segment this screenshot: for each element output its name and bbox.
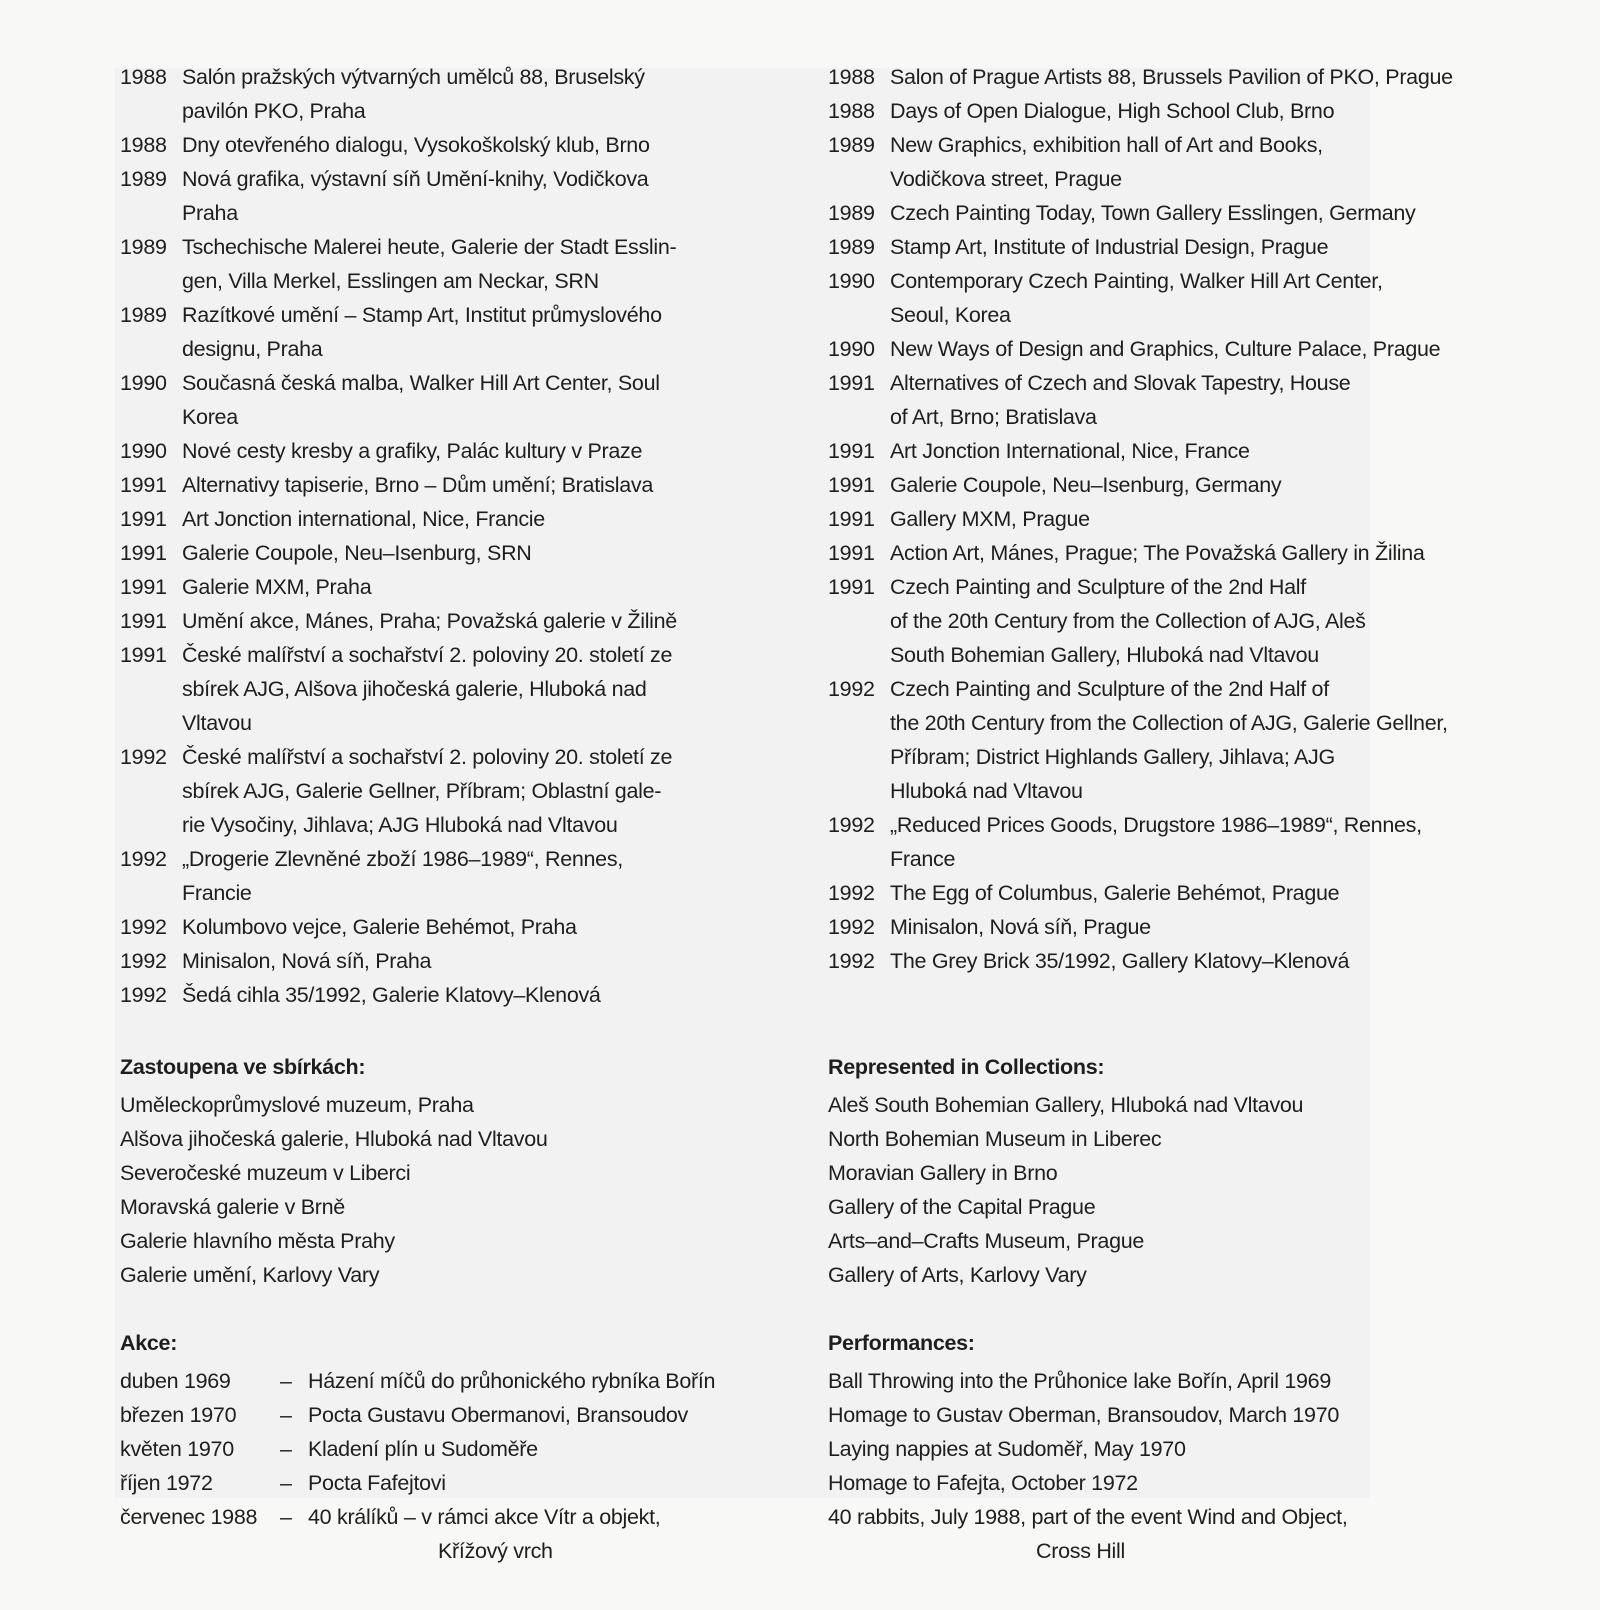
list-item [120,366,800,434]
list-item [120,1466,800,1500]
list-item [120,944,800,978]
list-item [120,604,800,638]
list-item [120,1364,800,1398]
list-item: Gallery of Arts, Karlovy Vary [828,1263,1087,1287]
performance-text: 40 králíků – v rámci akce Vítr a objekt, [308,1505,661,1529]
exhibition-text: The Grey Brick 35/1992, Gallery Klatovy–Klenová [890,949,1350,973]
performance-text: Pocta Fafejtovi [308,1471,446,1495]
list-item: Alšova jihočeská galerie, Hluboká nad Vltavou [120,1127,548,1151]
list-item [828,944,1508,978]
exhibition-year: 1990 [828,269,875,293]
exhibition-text: Gallery MXM, Prague [890,507,1090,531]
exhibition-year: 1992 [828,949,875,973]
list-item: Galerie umění, Karlovy Vary [120,1263,380,1287]
exhibition-text: Salon of Prague Artists 88, Brussels Pavilion of PKO, Prague [890,65,1453,89]
exhibition-text: Praha [182,201,238,225]
performance-dash: – [280,1403,292,1427]
performances-list [120,1364,800,1568]
list-item: Arts–and–Crafts Museum, Prague [828,1229,1145,1253]
exhibition-text: South Bohemian Gallery, Hluboká nad Vltavou [890,643,1319,667]
list-item [120,230,800,298]
exhibition-text: Příbram; District Highlands Gallery, Jihlava; AJG [890,745,1335,769]
list-item: Homage to Gustav Oberman, Bransoudov, March 1970 [828,1403,1340,1427]
list-item [828,230,1508,264]
exhibition-text: designu, Praha [182,337,323,361]
list-item [828,366,1508,434]
list-item: Cross Hill [1036,1539,1125,1563]
exhibition-text: pavilón PKO, Praha [182,99,366,123]
exhibition-text: „Drogerie Zlevněné zboží 1986–1989“, Rennes, [182,847,623,871]
exhibition-year: 1991 [120,609,167,633]
list-item [120,128,800,162]
exhibition-text: sbírek AJG, Galerie Gellner, Příbram; Oblastní gale- [182,779,662,803]
exhibition-year: 1989 [828,201,875,225]
list-item: Aleš South Bohemian Gallery, Hluboká nad Vltavou [828,1093,1304,1117]
list-item [120,1432,800,1466]
performance-dash: – [280,1437,292,1461]
english-column [828,60,1508,1568]
list-item [120,570,800,604]
exhibition-text: České malířství a sochařství 2. poloviny 20. století ze [182,745,673,769]
exhibition-text: sbírek AJG, Alšova jihočeská galerie, Hluboká nad [182,677,647,701]
exhibition-text: Nová grafika, výstavní síň Umění-knihy, Vodičkova [182,167,649,191]
exhibition-year: 1992 [120,745,167,769]
exhibition-year: 1991 [828,575,875,599]
list-item [120,60,800,128]
exhibition-text: Razítkové umění – Stamp Art, Institut průmyslového [182,303,662,327]
czech-exhibition-list [120,60,800,1012]
exhibition-text: Salón pražských výtvarných umělců 88, Bruselský [182,65,645,89]
performances-heading: Akce: [120,1331,178,1355]
exhibition-text: Czech Painting and Sculpture of the 2nd Half [890,575,1306,599]
exhibition-year: 1988 [120,65,167,89]
exhibition-year: 1991 [120,643,167,667]
exhibition-year: 1991 [120,507,167,531]
list-item: 40 rabbits, July 1988, part of the event Wind and Object, [828,1505,1348,1529]
exhibition-year: 1988 [120,133,167,157]
exhibition-text: Nové cesty kresby a grafiky, Palác kultury v Praze [182,439,643,463]
list-item [828,672,1508,808]
exhibition-year: 1989 [120,167,167,191]
exhibition-text: Stamp Art, Institute of Industrial Design, Prague [890,235,1329,259]
collections-heading: Zastoupena ve sbírkách: [120,1055,366,1079]
list-item [828,434,1508,468]
exhibition-text: Minisalon, Nová síň, Praha [182,949,432,973]
exhibition-text: The Egg of Columbus, Galerie Behémot, Prague [890,881,1340,905]
exhibition-year: 1990 [828,337,875,361]
list-item [828,128,1508,196]
exhibition-text: New Ways of Design and Graphics, Culture Palace, Prague [890,337,1441,361]
performance-date: květen 1970 [120,1437,234,1461]
exhibition-year: 1988 [828,65,875,89]
exhibition-text: „Reduced Prices Goods, Drugstore 1986–1989“, Rennes, [890,813,1422,837]
exhibition-text: České malířství a sochařství 2. poloviny 20. století ze [182,643,673,667]
exhibition-text: Alternativy tapiserie, Brno – Dům umění; Bratislava [182,473,654,497]
exhibition-year: 1989 [120,303,167,327]
collections-list [828,1088,1508,1292]
exhibition-year: 1992 [828,677,875,701]
exhibition-text: rie Vysočiny, Jihlava; AJG Hluboká nad Vltavou [182,813,618,837]
czech-column [120,60,800,1568]
exhibition-year: 1990 [120,439,167,463]
collections-list [120,1088,800,1292]
list-item [120,842,800,910]
exhibition-year: 1991 [828,541,875,565]
exhibition-year: 1991 [828,507,875,531]
exhibition-text: Contemporary Czech Painting, Walker Hill Art Center, [890,269,1383,293]
exhibition-year: 1989 [120,235,167,259]
performance-date: duben 1969 [120,1369,231,1393]
list-item: Moravská galerie v Brně [120,1195,345,1219]
list-item: North Bohemian Museum in Liberec [828,1127,1162,1151]
exhibition-year: 1988 [828,99,875,123]
exhibition-text: France [890,847,956,871]
list-item [828,332,1508,366]
list-item [120,1398,800,1432]
performance-dash: – [280,1505,292,1529]
list-item: Gallery of the Capital Prague [828,1195,1096,1219]
exhibition-text: Galerie Coupole, Neu–Isenburg, Germany [890,473,1282,497]
list-item [828,196,1508,230]
performance-dash: – [280,1369,292,1393]
list-item [120,502,800,536]
exhibition-text: Hluboká nad Vltavou [890,779,1083,803]
exhibition-text: Action Art, Mánes, Prague; The Považská Gallery in Žilina [890,541,1425,565]
list-item: Moravian Gallery in Brno [828,1161,1058,1185]
exhibition-text: Korea [182,405,238,429]
performance-date: červenec 1988 [120,1505,258,1529]
list-item [120,910,800,944]
performance-text: Házení míčů do průhonického rybníka Bořín [308,1369,716,1393]
exhibition-year: 1991 [828,439,875,463]
exhibition-year: 1991 [828,371,875,395]
list-item [828,536,1508,570]
performance-date: březen 1970 [120,1403,237,1427]
exhibition-text: of the 20th Century from the Collection of AJG, Aleš [890,609,1366,633]
exhibition-text: Tschechische Malerei heute, Galerie der Stadt Esslin- [182,235,677,259]
exhibition-text: the 20th Century from the Collection of AJG, Galerie Gellner, [890,711,1448,735]
list-item [828,468,1508,502]
exhibition-text: Současná česká malba, Walker Hill Art Center, Soul [182,371,660,395]
exhibition-year: 1989 [828,235,875,259]
exhibition-year: 1991 [828,473,875,497]
performance-date: říjen 1972 [120,1471,213,1495]
performances-heading: Performances: [828,1331,975,1355]
list-item [828,910,1508,944]
list-item [828,60,1508,94]
exhibition-year: 1991 [120,541,167,565]
list-item [828,808,1508,876]
list-item [120,468,800,502]
list-item [120,1500,800,1568]
list-item: Homage to Fafejta, October 1972 [828,1471,1138,1495]
exhibition-year: 1992 [120,847,167,871]
exhibition-year: 1992 [828,915,875,939]
list-item: Severočeské muzeum v Liberci [120,1161,411,1185]
exhibition-text: Minisalon, Nová síň, Prague [890,915,1151,939]
exhibition-year: 1992 [828,881,875,905]
performance-text: Kladení plín u Sudoměře [308,1437,538,1461]
exhibition-text: Galerie Coupole, Neu–Isenburg, SRN [182,541,532,565]
list-item: Galerie hlavního města Prahy [120,1229,395,1253]
exhibition-text: Šedá cihla 35/1992, Galerie Klatovy–Klenová [182,983,601,1007]
exhibition-text: Francie [182,881,252,905]
list-item [120,978,800,1012]
exhibition-text: Galerie MXM, Praha [182,575,372,599]
exhibition-year: 1990 [120,371,167,395]
exhibition-text: Seoul, Korea [890,303,1011,327]
exhibition-year: 1989 [828,133,875,157]
list-item [828,264,1508,332]
list-item [828,876,1508,910]
performance-text: Křížový vrch [438,1539,553,1563]
exhibition-text: Kolumbovo vejce, Galerie Behémot, Praha [182,915,577,939]
list-item [828,570,1508,672]
exhibition-text: New Graphics, exhibition hall of Art and Books, [890,133,1323,157]
performance-text: Pocta Gustavu Obermanovi, Bransoudov [308,1403,688,1427]
list-item [120,638,800,740]
exhibition-text: Dny otevřeného dialogu, Vysokoškolský klub, Brno [182,133,650,157]
exhibition-text: Vltavou [182,711,252,735]
list-item [120,434,800,468]
exhibition-text: Art Jonction International, Nice, France [890,439,1250,463]
exhibition-text: gen, Villa Merkel, Esslingen am Neckar, SRN [182,269,599,293]
exhibition-text: Umění akce, Mánes, Praha; Považská galerie v Žilině [182,609,677,633]
exhibition-text: Art Jonction international, Nice, Francie [182,507,545,531]
exhibition-text: Czech Painting and Sculpture of the 2nd Half of [890,677,1329,701]
exhibition-text: Czech Painting Today, Town Gallery Esslingen, Germany [890,201,1416,225]
exhibition-year: 1991 [120,575,167,599]
list-item [120,536,800,570]
exhibition-text: Vodičkova street, Prague [890,167,1122,191]
exhibition-year: 1992 [120,983,167,1007]
exhibition-year: 1992 [120,949,167,973]
exhibition-year: 1992 [828,813,875,837]
english-exhibition-list [828,60,1508,978]
exhibition-text: Days of Open Dialogue, High School Club, Brno [890,99,1335,123]
list-item [120,298,800,366]
collections-heading: Represented in Collections: [828,1055,1105,1079]
list-item [120,162,800,230]
performances-list [828,1364,1508,1568]
list-item [828,94,1508,128]
exhibition-text: of Art, Brno; Bratislava [890,405,1097,429]
list-item: Laying nappies at Sudoměř, May 1970 [828,1437,1186,1461]
list-item: Ball Throwing into the Průhonice lake Bořín, April 1969 [828,1369,1331,1393]
exhibition-year: 1991 [120,473,167,497]
list-item [828,502,1508,536]
list-item [120,740,800,842]
performance-dash: – [280,1471,292,1495]
exhibition-year: 1992 [120,915,167,939]
exhibition-text: Alternatives of Czech and Slovak Tapestry, House [890,371,1351,395]
list-item: Uměleckoprůmyslové muzeum, Praha [120,1093,474,1117]
